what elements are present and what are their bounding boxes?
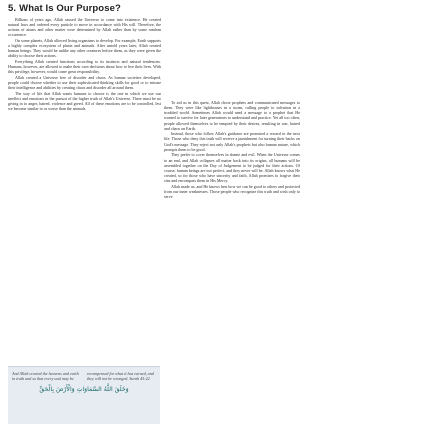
paragraph: Allah created a Universe free of disorder and chaos. As human societies developed, people could choose whether to use their sophisticated thinking skills for good or to misuse their intelligence and abilities by creating chaos and disorder all around them. xyxy=(8,74,161,91)
verse-arabic: وَخَلَقَ اللَّهُ السَّمَاوَاتِ وَالْأَرْضَ بِالْحَقِّ xyxy=(39,385,129,393)
paragraph: Allah made us, and He knows best how we can be good to others and protected from our inner weaknesses. Those people who recognize this truth and wish only to serve xyxy=(164,183,300,199)
text-column-right xyxy=(164,100,300,199)
paragraph: To aid us in this quest, Allah chose prophets and communicated messages to them. They were like lighthouses in a storm, calling people to salvation in a troubled world. Sometimes Allah would send a message to a prophet that He wanted to survive for later generations to understand and practice. Yet all too often, people allowed themselves to be tempted by their desires, resulting in war, hatred and chaos on Earth. xyxy=(164,100,300,131)
text-column-left xyxy=(8,17,161,111)
quran-verse-box xyxy=(8,366,160,424)
verse-translation: And Allah created the heavens and earth in truth and so that every soul may be recompensed for what it has earned, and they will not be wronged. Surah 45:22 xyxy=(12,371,154,382)
paragraph: Billions of years ago, Allah caused the Universe to come into existence. He created natural laws and ordered every particle to move in accordance with His will. Therefore, the actions of atoms and other matter were determined by Allah rather than by some random occurrence. xyxy=(8,17,161,38)
section-number: 5. xyxy=(8,3,17,14)
paragraph: They prefer to cover themselves in shame and evil. When the Universe comes to an end, and Allah collapses all matter back into its origins, all humans will be assembled together on the Day of Judgement to be judged for their actions. Of course, human beings are not perfect, and they never will be. Allah knows what He created, so for those who have sincerity and faith, Allah promises to forgive their sins and encompass them in His Mercy. xyxy=(164,152,300,184)
paragraph: Everything Allah created functions according to its instincts and natural tendencies. Humans, however, are allowed to make their own decisions about how to live their lives. With this privilege, however, would come great responsibility. xyxy=(8,59,161,75)
section-title: What Is Our Purpose? xyxy=(19,3,121,14)
paragraph: Instead, those who follow Allah's guidance are promised a reward in the next life. Those who deny this truth will receive a punishment for turning their backs on God's message. They reject not only Allah's prophets but also human nature, which prompts them to be good. xyxy=(164,131,300,152)
section-heading xyxy=(8,3,121,14)
paragraph: The way of life that Allah wants humans to choose is the one in which we use our intellect and emotions in the pursuit of the higher truth of Allah's Universe. There must be no giving in to anger, hatred, violence and greed. All of these emotions are to be controlled, lest we become similar to or worse than the animals. xyxy=(8,90,161,112)
paragraph: On some planets, Allah allowed living organisms to develop. For example, Earth supports a highly complex ecosystem of plants and animals. After untold years later, Allah created human beings. They would be unlike any other creatures before them, as they were given the ability to choose their actions. xyxy=(8,38,161,59)
